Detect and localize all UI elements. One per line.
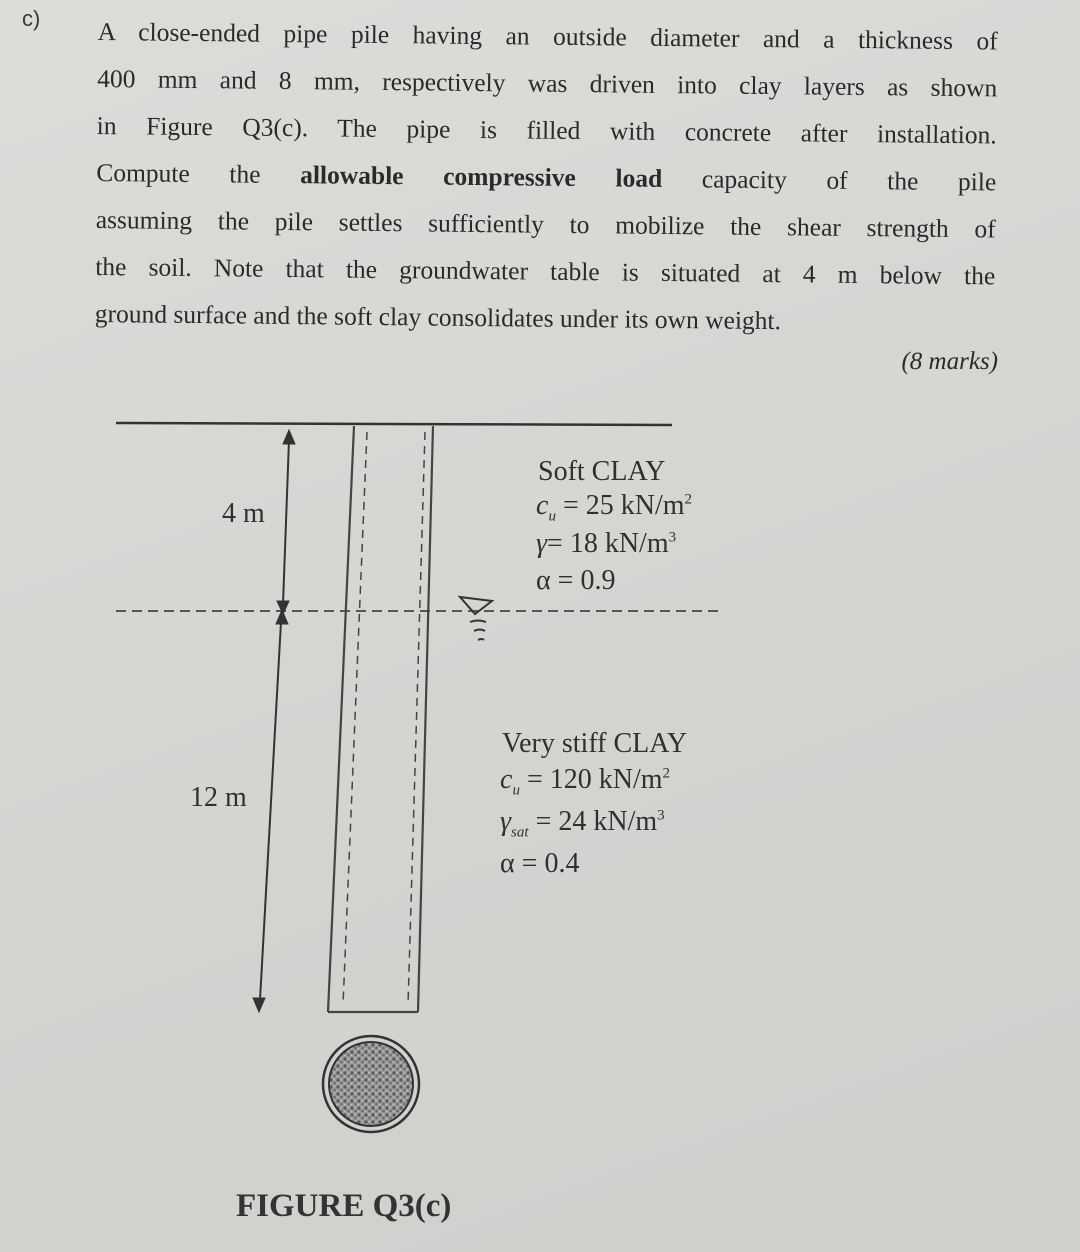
ground-surface-line: [116, 423, 672, 425]
question-line-3: in Figure Q3(c). The pipe is filled with concrete after installation.: [96, 110, 997, 150]
depth-label-4m: 4 m: [222, 498, 265, 529]
stiff-clay-cu: $c_u = 120$ $kN/m^2$: [500, 764, 671, 799]
figure-caption: FIGURE Q3(c): [236, 1188, 452, 1224]
depth-arrow-4m: [277, 430, 295, 614]
question-line-6: the soil. Note that the groundwater table is situated at 4 m below the: [95, 251, 996, 291]
water-table-symbol-icon: [460, 597, 492, 640]
question-line-4-start: Compute the: [96, 157, 261, 189]
soft-clay-alpha: α = 0.9: [536, 565, 616, 596]
question-line-4-end: capacity of the pile: [701, 164, 997, 197]
pile: [328, 426, 433, 1012]
stiff-clay-alpha: α = 0.4: [500, 848, 580, 879]
soft-clay-gamma: γ= 18 $kN/m^3$: [536, 528, 677, 559]
question-line-5: assuming the pile settles sufficiently to mobilize the shear strength of: [95, 204, 996, 244]
depth-label-12m: 12 m: [190, 782, 247, 813]
bold-phrase: allowable compressive load: [300, 160, 663, 193]
question-line-1: A close-ended pipe pile having an outside diameter and a thickness of: [97, 16, 998, 56]
stiff-clay-title: Very stiff CLAY: [502, 728, 688, 759]
pile-cross-section: [323, 1036, 419, 1132]
depth-arrow-12m: [253, 610, 288, 1012]
question-line-7: ground surface and the soft clay consolidates under its own weight.: [94, 298, 782, 336]
stiff-clay-gamma: $\gamma_{sat} = 24$ $kN/m^3$: [500, 806, 665, 841]
soft-clay-cu: $c_u = 25$ $kN/m^2$: [536, 490, 693, 525]
marks-label: (8 marks): [901, 348, 998, 375]
question-label: c): [22, 6, 41, 31]
question-line-2: 400 mm and 8 mm, respectively was driven into clay layers as shown: [97, 63, 998, 103]
soft-clay-title: Soft CLAY: [538, 456, 666, 487]
